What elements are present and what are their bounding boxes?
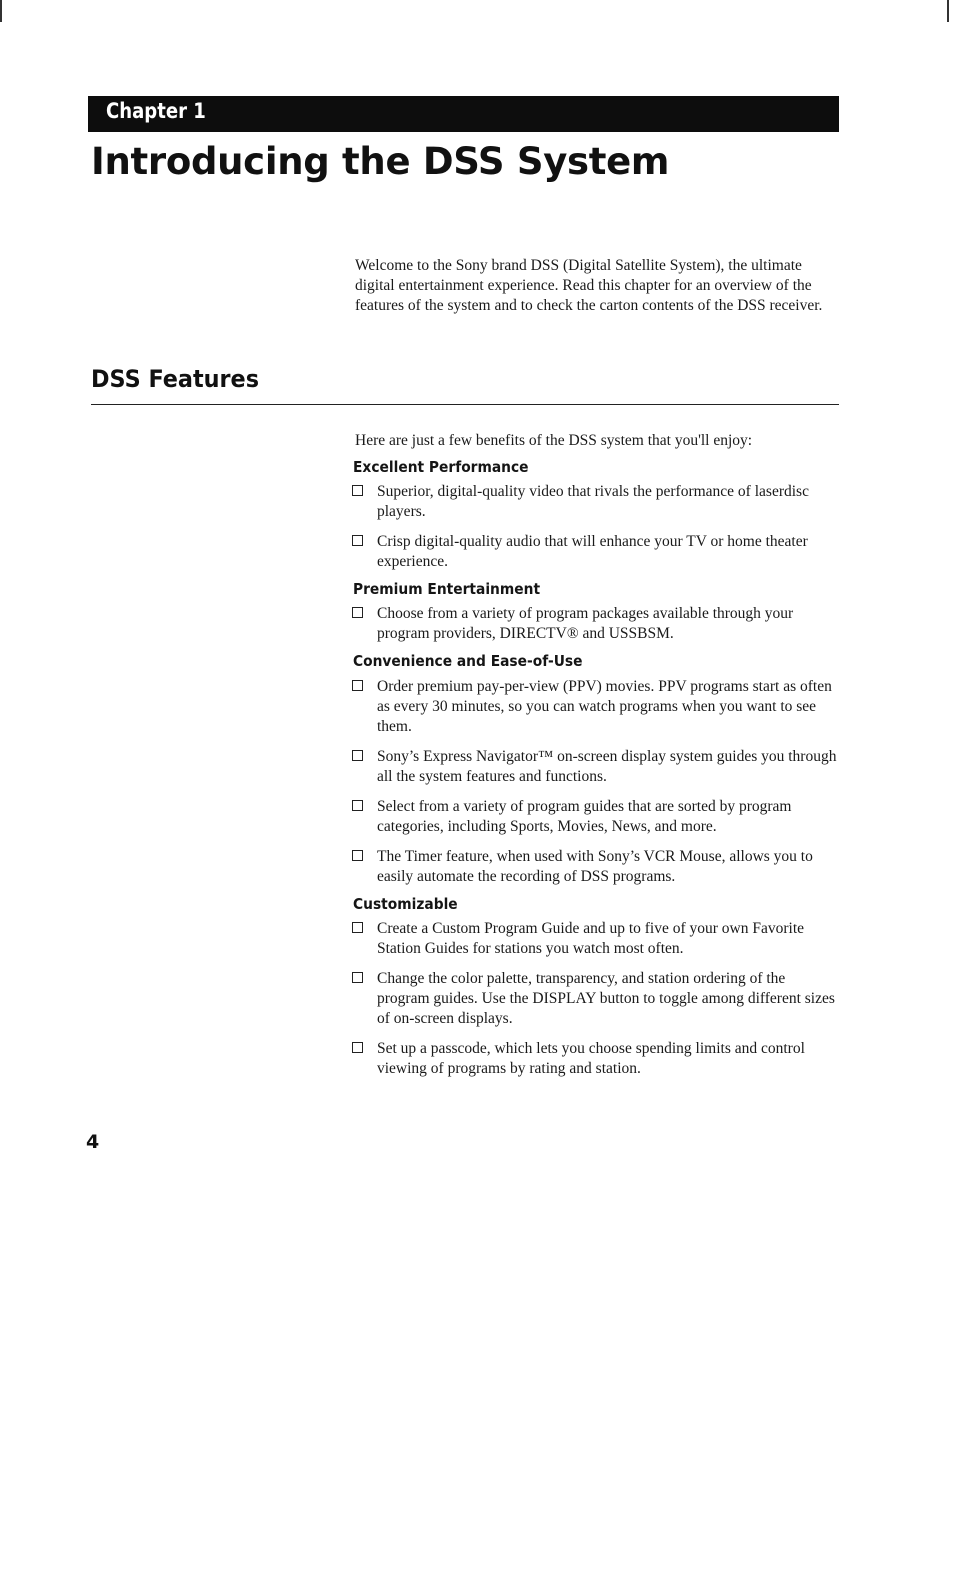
- list-item: [352, 1039, 837, 1079]
- checkbox-bullet-icon: [352, 535, 363, 546]
- subheading-customizable: Customizable: [353, 895, 458, 913]
- subheading-excellent-performance: Excellent Performance: [353, 458, 529, 476]
- list-item: [352, 532, 837, 572]
- list-item-text: Superior, digital-quality video that rivals the performance of laserdisc players.: [377, 483, 809, 520]
- list-item-text: Crisp digital-quality audio that will enhance your TV or home theater experience.: [377, 533, 808, 570]
- list-item-text: Order premium pay-per-view (PPV) movies. PPV programs start as often as every 30 minutes, so you can watch programs when you want to see them.: [377, 678, 832, 735]
- page-number: 4: [86, 1131, 100, 1153]
- list-item: [352, 797, 837, 837]
- checkbox-bullet-icon: [352, 800, 363, 811]
- list-item: [352, 604, 837, 644]
- checkbox-bullet-icon: [352, 607, 363, 618]
- subheading-premium-entertainment: Premium Entertainment: [353, 580, 541, 598]
- checkbox-bullet-icon: [352, 972, 363, 983]
- list-item: [352, 969, 837, 1029]
- section-divider: [91, 404, 839, 405]
- list-item: [352, 847, 837, 887]
- list-item-text: Choose from a variety of program packages available through your program providers, DIRECTV® and USSBSM.: [377, 605, 794, 642]
- features-intro: Here are just a few benefits of the DSS system that you'll enjoy:: [355, 432, 753, 449]
- chapter-label: Chapter 1: [106, 99, 206, 123]
- list-item: [352, 747, 837, 787]
- scan-mark: [0, 0, 2, 22]
- list-item-text: Set up a passcode, which lets you choose spending limits and control viewing of programs by rating and station.: [377, 1040, 805, 1077]
- scan-mark: [947, 0, 949, 22]
- list-item: [352, 677, 837, 737]
- list-item-text: Sony’s Express Navigator™ on-screen display system guides you through all the system features and functions.: [377, 748, 837, 785]
- checkbox-bullet-icon: [352, 850, 363, 861]
- list-item: [352, 482, 837, 522]
- checkbox-bullet-icon: [352, 750, 363, 761]
- checkbox-bullet-icon: [352, 680, 363, 691]
- checkbox-bullet-icon: [352, 485, 363, 496]
- checkbox-bullet-icon: [352, 1042, 363, 1053]
- list-item-text: Select from a variety of program guides that are sorted by program categories, including Sports, Movies, News, and more.: [377, 798, 792, 835]
- list-item-text: Change the color palette, transparency, and station ordering of the program guides. Use the DISPLAY button to toggle among different sizes of on-screen displays.: [377, 970, 835, 1027]
- intro-paragraph: Welcome to the Sony brand DSS (Digital Satellite System), the ultimate digital entertainment experience. Read this chapter for an overview of the features of the system and to check the carton contents of the DSS receiver.: [355, 257, 823, 314]
- checkbox-bullet-icon: [352, 922, 363, 933]
- page-title: Introducing the DSS System: [91, 140, 670, 183]
- section-heading: DSS Features: [91, 365, 259, 393]
- list-item-text: The Timer feature, when used with Sony’s VCR Mouse, allows you to easily automate the recording of DSS programs.: [377, 848, 813, 885]
- chapter-banner: [88, 96, 839, 132]
- subheading-convenience: Convenience and Ease-of-Use: [353, 652, 583, 670]
- list-item: [352, 919, 837, 959]
- list-item-text: Create a Custom Program Guide and up to five of your own Favorite Station Guides for stations you watch most often.: [377, 920, 805, 957]
